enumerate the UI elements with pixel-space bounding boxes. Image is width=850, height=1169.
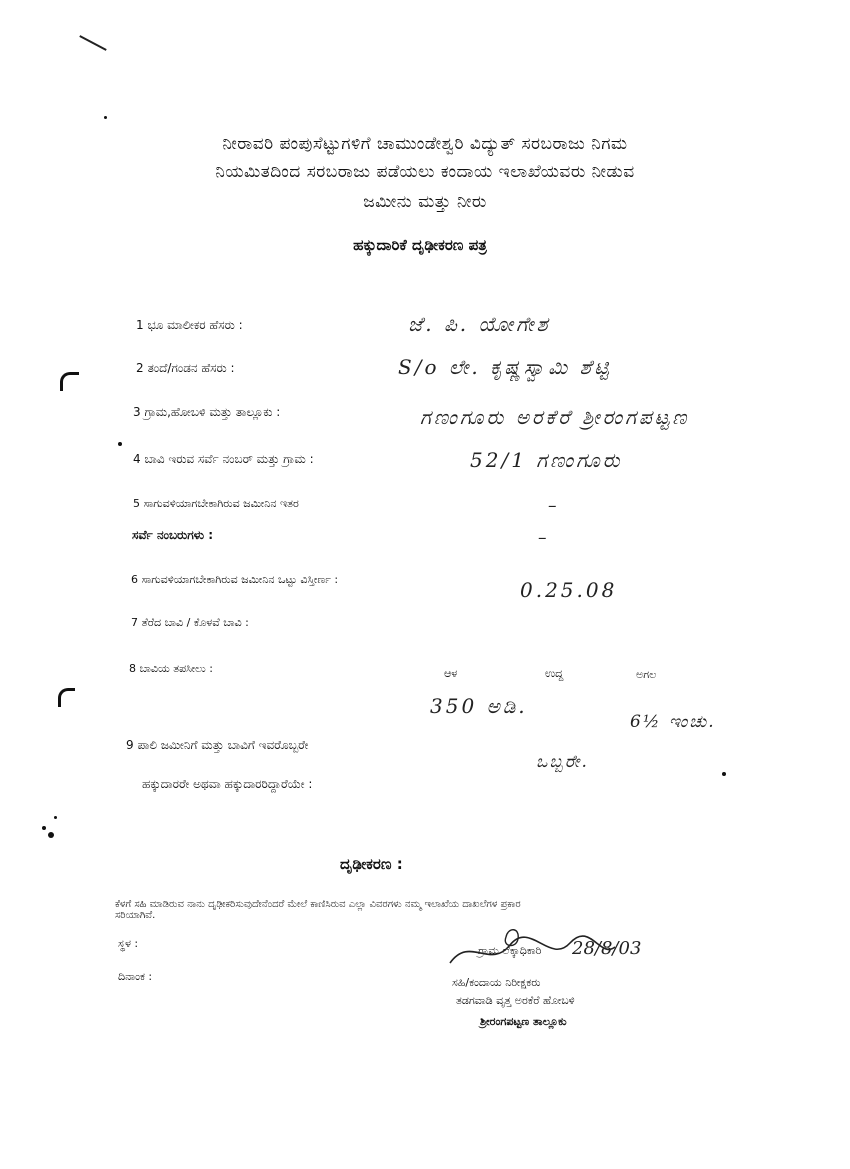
dimension-depth-header: ಆಳ — [444, 667, 458, 680]
signature-scribble — [440, 925, 620, 975]
stamp-line-1: ಗ್ರಾಮ ಲೆಕ್ಕಾಧಿಕಾರಿ — [478, 944, 542, 957]
stamp-line-4: ಶ್ರೀರಂಗಪಟ್ಟಣ ತಾಲ್ಲೂಕು — [480, 1015, 567, 1028]
field-2-label: 2 ತಂದೆ/ಗಂಡನ ಹೆಸರು : — [136, 361, 235, 375]
scan-speck — [118, 442, 122, 446]
field-3-value: ಗಣಂಗೂರು ಅರಕೆರೆ ಶ್ರೀರಂಗಪಟ್ಟಣ — [420, 405, 690, 429]
dimension-width-header: ಅಗಲ — [636, 668, 657, 681]
field-6-label: 6 ಸಾಗುವಳಿಯಾಗಬೇಕಾಗಿರುವ ಜಮೀನಿನ ಒಟ್ಟು ವಿಸ್ತೀರ್ಣ : — [131, 573, 339, 586]
field-2-value: S/o ಲೇ. ಕೃಷ್ಣಸ್ವಾಮಿ ಶೆಟ್ಟಿ — [398, 355, 612, 379]
dimension-length-header: ಉದ್ದ — [545, 667, 564, 680]
field-4-label: 4 ಬಾವಿ ಇರುವ ಸರ್ವೆ ನಂಬರ್ ಮತ್ತು ಗ್ರಾಮ : — [133, 452, 314, 466]
header-line-2: ನಿಯಮಿತದಿಂದ ಸರಬರಾಜು ಪಡೆಯಲು ಕಂದಾಯ ಇಲಾಖೆಯವರು ನೀಡುವ — [215, 162, 635, 182]
scan-speck — [54, 816, 57, 819]
field-5-label: 5 ಸಾಗುವಳಿಯಾಗಬೇಕಾಗಿರುವ ಜಮೀನಿನ ಇತರ — [133, 497, 299, 510]
field-5-value-2: – — [538, 528, 549, 548]
scan-mark-left — [60, 372, 79, 391]
stamp-line-2: ಸಹಿ/ಕಂದಾಯ ನಿರೀಕ್ಷಕರು — [452, 976, 541, 989]
scan-mark-top — [79, 35, 106, 51]
field-5-value: – — [548, 496, 559, 516]
field-9-label-2: ಹಕ್ಕುದಾರರೇ ಅಥವಾ ಹಕ್ಕುದಾರರಿದ್ದಾರೆಯೇ : — [142, 777, 313, 791]
scan-speck — [42, 826, 46, 830]
place-label: ಸ್ಥಳ : — [118, 937, 139, 950]
certification-heading: ದೃಢೀಕರಣ : — [340, 855, 403, 873]
stamp-line-3: ತಡಗವಾಡಿ ವೃತ್ತ ಅರಕೆರೆ ಹೋಬಳಿ — [456, 994, 575, 1007]
signature-date: 28/8/03 — [572, 938, 642, 959]
certification-text-line-2: ಸರಿಯಾಗಿವೆ. — [115, 910, 156, 921]
field-6-value: 0.25.08 — [520, 578, 618, 602]
field-1-label: 1 ಭೂ ಮಾಲೀಕರ ಹೆಸರು : — [136, 318, 243, 332]
field-9-label: 9 ಪಾಲಿ ಜಮೀನಿಗೆ ಮತ್ತು ಬಾವಿಗೆ ಇವರೊಬ್ಬರೇ — [126, 738, 309, 752]
field-4-value: 52/1 ಗಣಂಗೂರು — [470, 448, 623, 472]
header-line-3: ಜಮೀನು ಮತ್ತು ನೀರು — [363, 192, 487, 212]
well-depth-value: 350 ಅಡಿ. — [430, 694, 528, 718]
scan-speck — [48, 832, 54, 838]
field-1-value: ಜೆ. ಪಿ. ಯೋಗೇಶ — [408, 312, 551, 336]
field-5-label-2: ಸರ್ವೆ ನಂಬರುಗಳು : — [132, 528, 214, 542]
certification-text-line-1: ಕೆಳಗೆ ಸಹಿ ಮಾಡಿರುವ ನಾನು ದೃಢೀಕರಿಸುವುದೇನೆಂದರೆ ಮೇಲೆ ಕಾಣಿಸಿರುವ ಎಲ್ಲಾ ವಿವರಗಳು ನಮ್ಮ ಇಲಾಖೆಯ ದಾಖಲೆಗಳ ಪ್ರಕಾರ — [115, 899, 521, 910]
field-3-label: 3 ಗ್ರಾಮ,ಹೋಬಳಿ ಮತ್ತು ತಾಲ್ಲೂಕು : — [133, 405, 281, 419]
document-title: ಹಕ್ಕುದಾರಿಕೆ ದೃಢೀಕರಣ ಪತ್ರ — [353, 236, 487, 254]
field-7-label: 7 ತೆರೆದ ಬಾವಿ / ಕೊಳವೆ ಬಾವಿ : — [131, 616, 249, 629]
field-8-label: 8 ಬಾವಿಯ ತಪಸೀಲು : — [129, 662, 213, 675]
scan-mark-left2 — [58, 688, 75, 707]
well-width-value: 6½ ಇಂಚು. — [630, 712, 716, 732]
scan-speck — [722, 772, 726, 776]
field-9-value: ಒಬ್ಬರೇ. — [536, 752, 589, 772]
date-label: ದಿನಾಂಕ : — [118, 970, 153, 983]
header-line-1: ನೀರಾವರಿ ಪಂಪುಸೆಟ್ಟುಗಳಿಗೆ ಚಾಮುಂಡೇಶ್ವರಿ ವಿದ್ಯುತ್ ಸರಬರಾಜು ನಿಗಮ — [222, 134, 628, 154]
scan-speck — [104, 116, 107, 119]
